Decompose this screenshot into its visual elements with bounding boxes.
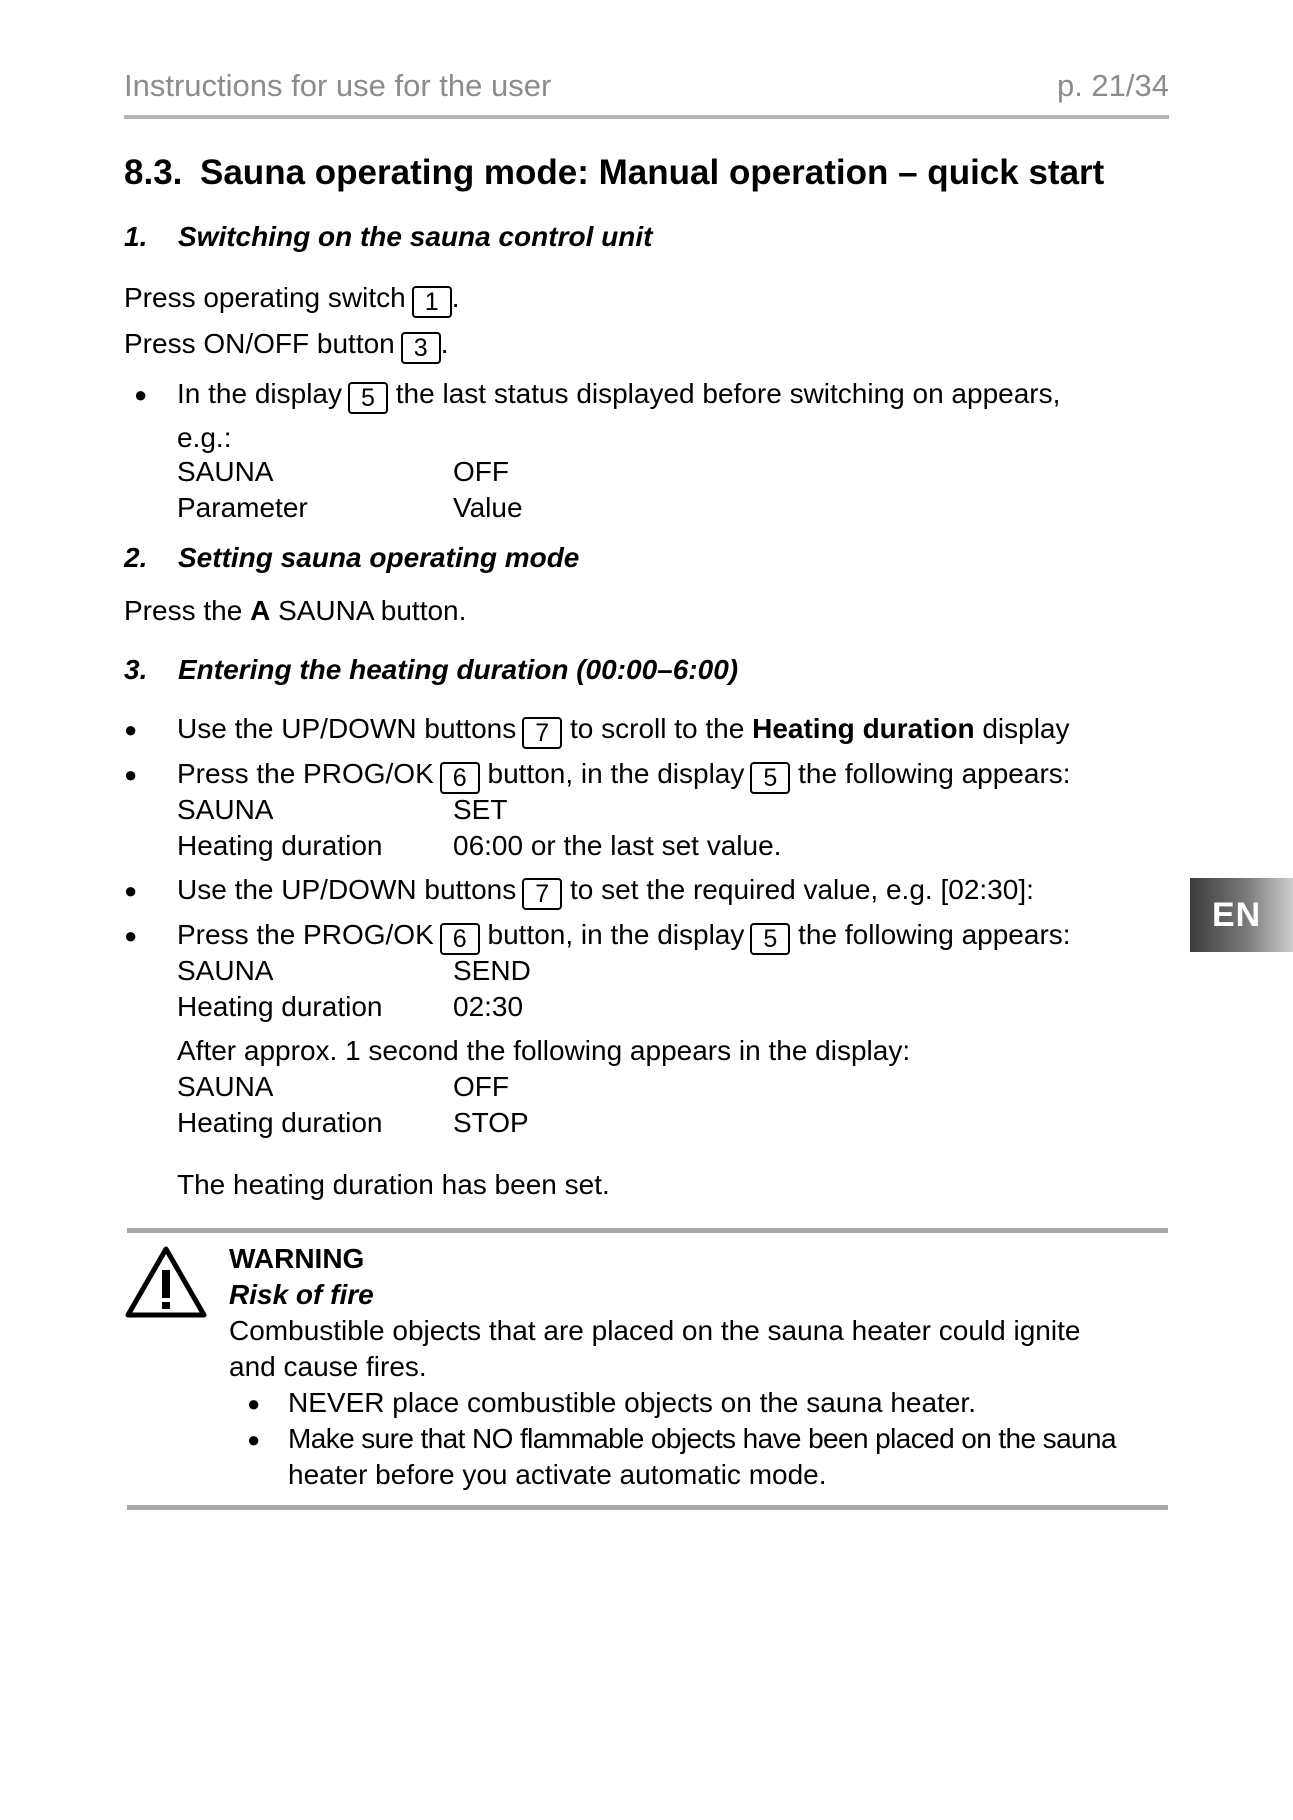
- bullet-text: to scroll to the: [562, 713, 753, 744]
- display-row: [177, 458, 877, 488]
- step-3-bullet-2: [177, 760, 1071, 794]
- warning-text-line: Combustible objects that are placed on the sauna heater could ignite: [229, 1315, 1081, 1346]
- bullet-text: button, in the display: [479, 919, 745, 950]
- display-row: [177, 832, 877, 862]
- step-1-bullet-continuation: e.g.:: [177, 422, 232, 453]
- warning-triangle-icon: [124, 1244, 208, 1320]
- bullet-icon: ●: [124, 878, 138, 903]
- bullet-text: Press the PROG/OK: [177, 919, 434, 950]
- display-parameter: SAUNA: [177, 456, 274, 487]
- display-parameter: SAUNA: [177, 955, 274, 986]
- bullet-icon: ●: [247, 1427, 261, 1452]
- warning-bullet-2-continuation: heater before you activate automatic mode.: [288, 1459, 827, 1490]
- display-row: [177, 1073, 877, 1103]
- key-reference: 6: [440, 923, 480, 955]
- display-row: [177, 957, 877, 987]
- bullet-text: Use the UP/DOWN buttons: [177, 713, 517, 744]
- step-title: Entering the heating duration (00:00–6:00): [178, 654, 739, 685]
- step-3-after-text: After approx. 1 second the following appears in the display:: [177, 1035, 911, 1066]
- step-3-bullet-3: [177, 876, 1034, 910]
- step-number: 1.: [124, 221, 148, 252]
- display-row: [177, 993, 877, 1023]
- bullet-text: Press the PROG/OK: [177, 758, 434, 789]
- instruction-text: SAUNA button.: [270, 595, 467, 626]
- bullet-icon: ●: [124, 923, 138, 948]
- step-3-confirmation: The heating duration has been set.: [177, 1169, 610, 1200]
- key-reference: 6: [440, 762, 480, 794]
- step-2-heading: [124, 544, 1124, 574]
- step-number: 3.: [124, 654, 148, 685]
- header-divider: [124, 115, 1169, 119]
- display-parameter: Heating duration: [177, 991, 383, 1022]
- step-title: Switching on the sauna control unit: [178, 221, 653, 252]
- display-value: OFF: [453, 456, 509, 487]
- punctuation: .: [440, 328, 449, 359]
- key-reference: 7: [522, 878, 562, 910]
- step-1-line-1: [124, 284, 459, 318]
- warning-bullet-1: NEVER place combustible objects on the sauna heater.: [288, 1387, 976, 1418]
- warning-bullet-2: Make sure that NO flammable objects have been placed on the sauna: [288, 1423, 1116, 1454]
- display-row: [177, 1109, 877, 1139]
- running-header: Instructions for use for the user: [124, 68, 552, 103]
- warning-subtitle: Risk of fire: [229, 1279, 374, 1310]
- bullet-text: button, in the display: [479, 758, 745, 789]
- step-number: 2.: [124, 542, 148, 573]
- display-row: [177, 494, 877, 524]
- key-reference: 5: [750, 762, 790, 794]
- bullet-text: Use the UP/DOWN buttons: [177, 874, 517, 905]
- bullet-text: display: [974, 713, 1070, 744]
- step-1-line-2: [124, 330, 449, 364]
- bullet-text: the last status displayed before switching on appears,: [395, 378, 1061, 409]
- display-value: STOP: [453, 1107, 529, 1138]
- step-2-instruction: [124, 597, 466, 625]
- step-1-heading: [124, 223, 1124, 253]
- display-row: [177, 796, 877, 826]
- instruction-text: Press the: [124, 595, 251, 626]
- key-reference: 7: [522, 717, 562, 749]
- bullet-icon: ●: [134, 382, 148, 407]
- step-3-bullet-1: [177, 715, 1070, 749]
- page-number: p. 21/34: [1056, 68, 1169, 103]
- display-value: Value: [453, 492, 523, 523]
- warning-label: WARNING: [229, 1243, 365, 1274]
- step-3-heading: [124, 656, 1124, 686]
- emphasis-text: Heating duration: [752, 713, 975, 744]
- display-parameter: Heating duration: [177, 1107, 383, 1138]
- display-value: 02:30: [453, 991, 524, 1022]
- bullet-text: the following appears:: [790, 919, 1071, 950]
- bullet-text: to set the required value, e.g. [02:30]:: [562, 874, 1034, 905]
- bullet-icon: ●: [124, 717, 138, 742]
- display-value: SEND: [453, 955, 531, 986]
- instruction-text: Press ON/OFF button: [124, 328, 395, 359]
- key-reference: 5: [348, 382, 388, 414]
- display-parameter: Heating duration: [177, 830, 383, 861]
- display-parameter: SAUNA: [177, 1071, 274, 1102]
- display-value: OFF: [453, 1071, 509, 1102]
- bullet-icon: ●: [124, 762, 138, 787]
- instruction-text: Press operating switch: [124, 282, 406, 313]
- bullet-text: In the display: [177, 378, 342, 409]
- step-1-bullet: [177, 380, 1060, 414]
- display-parameter: SAUNA: [177, 794, 274, 825]
- display-parameter: Parameter: [177, 492, 308, 523]
- section-number: 8.3.: [124, 153, 183, 192]
- warning-top-rule: [127, 1228, 1168, 1233]
- warning-text-line: and cause fires.: [229, 1351, 427, 1382]
- warning-bottom-rule: [127, 1505, 1168, 1510]
- button-letter: A: [250, 595, 271, 626]
- key-reference: 1: [412, 286, 452, 318]
- key-reference: 3: [401, 332, 441, 364]
- step-title: Setting sauna operating mode: [178, 542, 580, 573]
- language-tab: EN: [1190, 878, 1293, 952]
- step-3-bullet-4: [177, 921, 1071, 955]
- bullet-icon: ●: [247, 1391, 261, 1416]
- bullet-text: the following appears:: [790, 758, 1071, 789]
- display-value: SET: [453, 794, 508, 825]
- section-title-text: Sauna operating mode: Manual operation – quick start: [200, 153, 1105, 192]
- section-title: [124, 155, 1104, 190]
- key-reference: 5: [750, 923, 790, 955]
- display-value: 06:00 or the last set value.: [453, 830, 782, 861]
- punctuation: .: [451, 282, 460, 313]
